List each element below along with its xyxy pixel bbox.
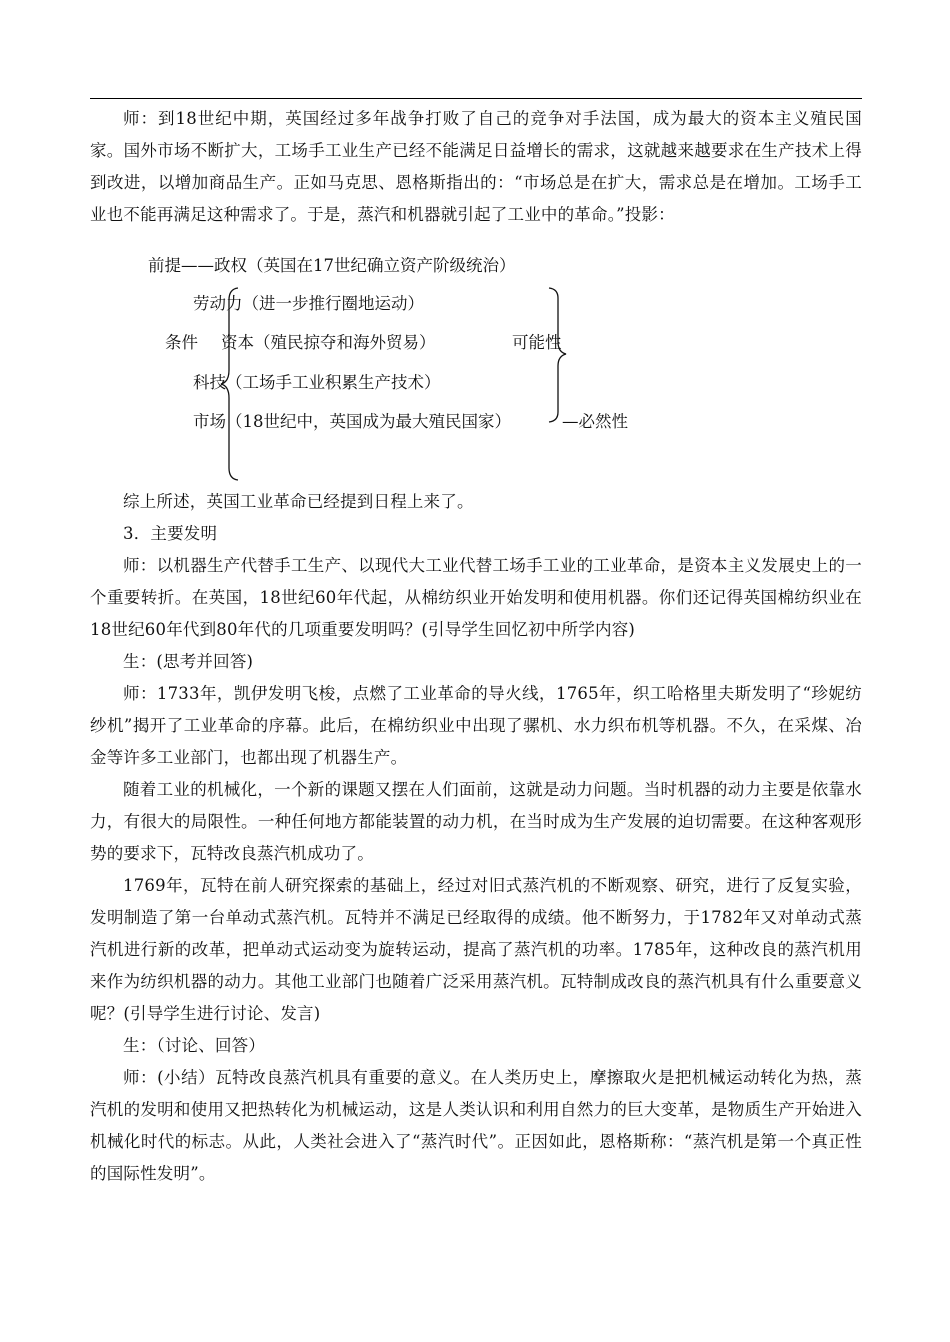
main-body bbox=[90, 486, 862, 1190]
premise-line: 前提——政权（英国在17世纪确立资产阶级统治） bbox=[148, 256, 516, 275]
technology-line: 科技（工场手工业积累生产技术） bbox=[193, 373, 441, 392]
labor-line: 劳动力（进一步推行圈地运动） bbox=[193, 294, 424, 313]
header-rule bbox=[90, 98, 862, 99]
capital-line: 资本（殖民掠夺和海外贸易） bbox=[221, 333, 436, 352]
teacher-paragraph: 师：1733年，凯伊发明飞梭，点燃了工业革命的导火线，1765年，织工哈格里夫斯发明了“珍妮纺纱机”揭开了工业革命的序幕。此后，在棉纺织业中出现了骡机、水力织布机等机器。不久，在采煤、冶金等许多工业部门，也都出现了机器生产。 bbox=[90, 684, 862, 767]
summary-paragraph: 综上所述，英国工业革命已经提到日程上来了。 bbox=[123, 492, 474, 511]
conditions-label: 条件 bbox=[165, 333, 198, 352]
teacher-summary-paragraph: 师：(小结）瓦特改良蒸汽机具有重要的意义。在人类历史上，摩擦取火是把机械运动转化为热，蒸汽机的发明和使用又把热转化为机械运动，这是人类认识和利用自然力的巨大变革，是物质生产开始进入机械化时代的标志。从此，人类社会进入了“蒸汽时代”。正因如此，恩格斯称：“蒸汽机是第一个真正性的国际性发明”。 bbox=[90, 1068, 862, 1183]
intro-paragraph: 师：到18世纪中期，英国经过多年战争打败了自己的竞争对手法国，成为最大的资本主义殖民国家。国外市场不断扩大，工场手工业生产已经不能满足日益增长的需求，这就越来越要求在生产技术上得到改进，以增加商品生产。正如马克思、恩格斯指出的：“市场总是在扩大，需求总是在增加。工场手工业也不能再满足这种需求了。于是，蒸汽和机器就引起了工业中的革命。”投影： bbox=[90, 109, 862, 224]
market-line: 市场（18世纪中，英国成为最大殖民国家） bbox=[193, 412, 511, 431]
right-brace bbox=[545, 286, 569, 424]
left-brace bbox=[218, 286, 242, 482]
section-heading: 3．主要发明 bbox=[123, 524, 218, 543]
body-paragraph: 随着工业的机械化，一个新的课题又摆在人们面前，这就是动力问题。当时机器的动力主要是依靠水力，有很大的局限性。一种任何地方都能装置的动力机，在当时成为生产发展的迫切需要。在这种客观形势的要求下，瓦特改良蒸汽机成功了。 bbox=[90, 780, 862, 863]
necessity-label: —必然性 bbox=[562, 412, 628, 431]
teacher-paragraph: 师：以机器生产代替手工生产、以现代大工业代替工场手工业的工业革命，是资本主义发展史上的一个重要转折。在英国，18世纪60年代起，从棉纺织业开始发明和使用机器。你们还记得英国棉纺织业在18世纪60年代到80年代的几项重要发明吗？(引导学生回忆初中所学内容) bbox=[90, 556, 862, 639]
body-paragraph: 1769年，瓦特在前人研究探索的基础上，经过对旧式蒸汽机的不断观察、研究，进行了反复实验，发明制造了第一台单动式蒸汽机。瓦特并不满足已经取得的成绩。他不断努力，于1782年又对单动式蒸汽机进行新的改革，把单动式运动变为旋转运动，提高了蒸汽机的功率。1785年，这种改良的蒸汽机用来作为纺织机器的动力。其他工业部门也随着广泛采用蒸汽机。瓦特制成改良的蒸汽机具有什么重要意义呢？(引导学生进行讨论、发言) bbox=[90, 876, 862, 1023]
student-paragraph: 生：（讨论、回答） bbox=[123, 1036, 266, 1055]
student-paragraph: 生：(思考并回答) bbox=[123, 652, 254, 671]
possibility-label: 可能性 bbox=[512, 333, 562, 352]
